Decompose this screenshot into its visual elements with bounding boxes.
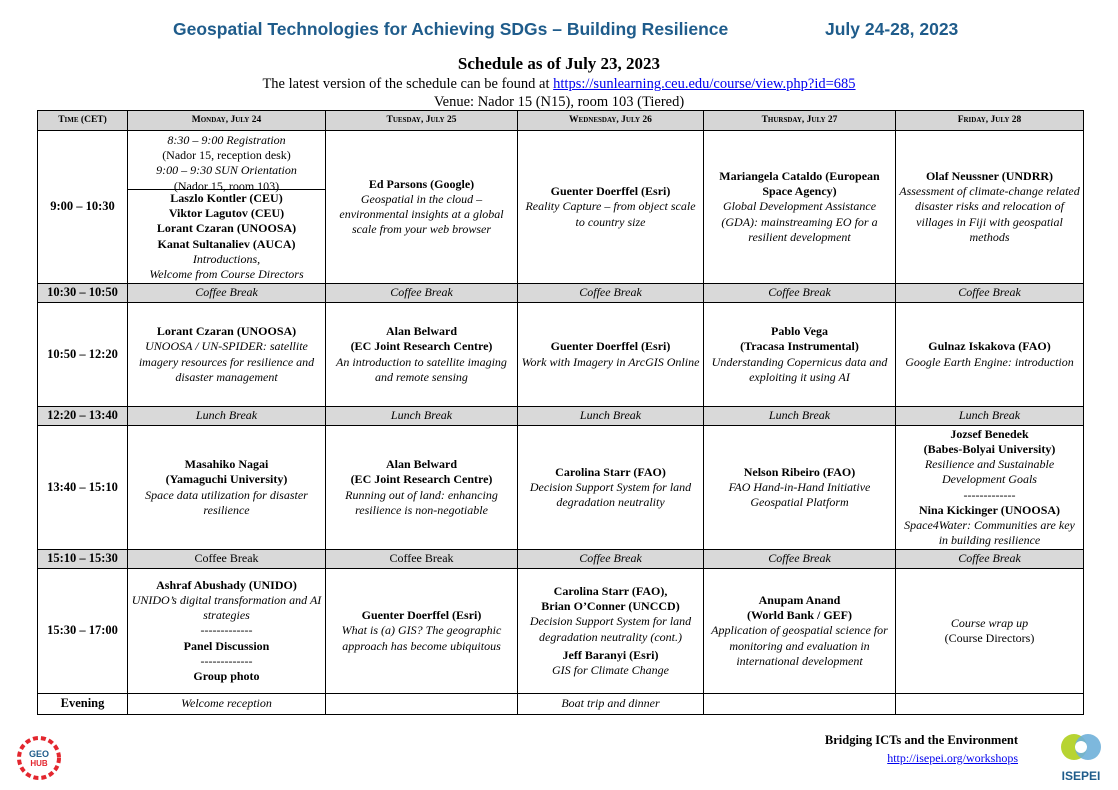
speaker: Ed Parsons (Google) [368, 176, 475, 191]
break-cell: Coffee Break [518, 284, 704, 303]
wednesday-session-1 [518, 131, 704, 284]
topic: Application of geospatial science for monitoring and evaluation in international development [711, 623, 888, 668]
registration-place: (Nador 15, reception desk) [162, 148, 291, 163]
speaker: Lorant Czaran (UNOOSA) [156, 324, 297, 339]
thursday-session-1 [704, 131, 896, 284]
time-cell: 15:10 – 15:30 [38, 550, 128, 569]
break-cell: Coffee Break [326, 550, 518, 569]
registration-line: 8:30 – 9:00 Registration [167, 132, 286, 147]
speaker-affiliation: (EC Joint Research Centre) [350, 339, 493, 354]
topic: Global Development Assistance (GDA): mainstreaming EO for a resilient development [721, 199, 878, 244]
panel-discussion: Panel Discussion [183, 638, 270, 653]
monday-session-1 [128, 131, 326, 284]
speaker: Kanat Sultanaliev (AUCA) [157, 236, 296, 251]
wednesday-session-2 [518, 303, 704, 407]
tuesday-session-2 [326, 303, 518, 407]
speaker-affiliation: (EC Joint Research Centre) [350, 472, 493, 487]
speaker: Anupam Anand [758, 592, 841, 607]
speaker: Nina Kickinger (UNOOSA) [918, 502, 1061, 517]
break-cell: Lunch Break [518, 407, 704, 426]
speaker: Brian O’Conner (UNCCD) [541, 599, 680, 614]
session-row-4 [38, 569, 1084, 694]
break-cell: Coffee Break [128, 284, 326, 303]
speaker: Carolina Starr (FAO), [553, 583, 668, 598]
topic: GIS for Climate Change [552, 662, 669, 677]
topic: What is (a) GIS? The geographic approach has become ubiquitous [341, 623, 502, 653]
orientation-line: 9:00 – 9:30 SUN Orientation [156, 163, 297, 178]
schedule-table [37, 110, 1084, 715]
break-row-lunch [38, 407, 1084, 426]
speaker: Pablo Vega [770, 324, 828, 339]
topic: Space4Water: Communities are key in building resilience [904, 517, 1075, 548]
topic: Course wrap up [950, 615, 1029, 630]
break-cell: Coffee Break [704, 550, 896, 569]
topic: Welcome from Course Directors [149, 266, 304, 281]
topic: Geospatial in the cloud – environmental insights at a global scale from your web browser [339, 191, 504, 237]
topic: Understanding Copernicus data and exploiting it using AI [711, 354, 888, 384]
speaker: Lorant Czaran (UNOOSA) [156, 221, 297, 236]
speaker: Mariangela Cataldo (European Space Agency) [719, 168, 880, 199]
topic: An introduction to satellite imaging and remote sensing [336, 354, 507, 384]
monday-session-2 [128, 303, 326, 407]
svg-text:ISEPEI: ISEPEI [1061, 769, 1101, 783]
break-cell: Coffee Break [896, 550, 1084, 569]
break-cell: Lunch Break [326, 407, 518, 426]
evening-tuesday [326, 694, 518, 715]
evening-wednesday: Boat trip and dinner [518, 694, 704, 715]
col-thursday: Thursday, July 27 [704, 111, 896, 131]
topic: Assessment of climate-change related disaster risks and relocation of villages in Fiji with geospatial methods [899, 184, 1080, 244]
break-cell: Lunch Break [128, 407, 326, 426]
speaker: Carolina Starr (FAO) [555, 464, 666, 479]
wednesday-session-4 [518, 569, 704, 694]
col-monday: Monday, July 24 [128, 111, 326, 131]
topic: Decision Support System for land degradation neutrality (cont.) [529, 614, 692, 644]
col-time: Time (CET) [38, 111, 128, 131]
latest-text: The latest version of the schedule can be found at [262, 76, 554, 92]
speaker: Masahiko Nagai [184, 457, 269, 472]
monday-session-4 [128, 569, 326, 694]
speaker-affiliation: (Yamaguchi University) [165, 472, 288, 487]
footer-link[interactable]: http://isepei.org/workshops [887, 751, 1018, 765]
speaker: Nelson Ribeiro (FAO) [743, 464, 856, 479]
friday-session-2 [896, 303, 1084, 407]
speaker: Alan Belward [385, 457, 457, 472]
course-title: Geospatial Technologies for Achieving SDGs – Building Resilience [173, 19, 729, 39]
session-row-1 [38, 131, 1084, 284]
geo-hub-logo [12, 733, 66, 783]
break-cell: Coffee Break [326, 284, 518, 303]
footer-tagline: Bridging ICTs and the Environment [824, 733, 1018, 747]
footer [825, 733, 1018, 766]
friday-session-3 [896, 426, 1084, 550]
topic: Running out of land: enhancing resilience is non-negotiable [345, 487, 498, 517]
break-row-coffee-1 [38, 284, 1084, 303]
topic: Google Earth Engine: introduction [905, 354, 1074, 369]
evening-thursday [704, 694, 896, 715]
topic: UNOOSA / UN-SPIDER: satellite imagery resources for resilience and disaster management [138, 339, 315, 384]
tuesday-session-3 [326, 426, 518, 550]
time-cell: 12:20 – 13:40 [38, 407, 128, 426]
speaker-affiliation: (Tracasa Instrumental) [740, 339, 859, 354]
time-cell: Evening [38, 694, 128, 715]
speaker: Gulnaz Iskakova (FAO) [928, 339, 1051, 354]
break-cell: Lunch Break [704, 407, 896, 426]
friday-session-4 [896, 569, 1084, 694]
schedule-link[interactable]: https://sunlearning.ceu.edu/course/view.php?id=685 [553, 76, 856, 92]
topic: Introductions, [192, 251, 261, 266]
svg-text:GEO: GEO [28, 749, 50, 759]
separator: ------------- [200, 623, 253, 638]
break-row-coffee-2 [38, 550, 1084, 569]
venue-line: Venue: Nador 15 (N15), room 103 (Tiered) [433, 94, 685, 110]
break-cell: Coffee Break [518, 550, 704, 569]
time-cell: 10:50 – 12:20 [38, 303, 128, 407]
time-cell: 15:30 – 17:00 [38, 569, 128, 694]
thursday-session-3 [704, 426, 896, 550]
evening-friday [896, 694, 1084, 715]
topic: Space data utilization for disaster resilience [145, 487, 308, 517]
evening-monday: Welcome reception [128, 694, 326, 715]
topic: Reality Capture – from object scale to country size [525, 199, 696, 229]
topic: Decision Support System for land degradation neutrality [529, 479, 692, 510]
speaker: Guenter Doerffel (Esri) [550, 184, 671, 199]
topic: Work with Imagery in ArcGIS Online [521, 354, 700, 369]
wednesday-session-3 [518, 426, 704, 550]
evening-row [38, 694, 1084, 715]
tuesday-session-1 [326, 131, 518, 284]
svg-text:HUB: HUB [30, 759, 48, 768]
speaker: Guenter Doerffel (Esri) [550, 339, 671, 354]
group-photo: Group photo [193, 669, 260, 683]
break-cell: Coffee Break [128, 550, 326, 569]
speaker: Jozsef Benedek [950, 426, 1029, 441]
speaker: Viktor Lagutov (CEU) [168, 206, 285, 221]
speaker: Alan Belward [385, 324, 457, 339]
topic: UNIDO’s digital transformation and AI strategies [131, 592, 322, 623]
separator: ------------- [200, 653, 253, 668]
course-dates: July 24-28, 2023 [825, 19, 959, 39]
break-cell: Coffee Break [896, 284, 1084, 303]
topic: Resilience and Sustainable Development Goals [924, 457, 1055, 487]
col-friday: Friday, July 28 [896, 111, 1084, 131]
monday-session-3 [128, 426, 326, 550]
session-lead: (Course Directors) [944, 631, 1035, 645]
separator: ------------- [963, 487, 1016, 502]
col-wednesday: Wednesday, July 26 [518, 111, 704, 131]
latest-version-note [0, 76, 1118, 93]
friday-session-1 [896, 131, 1084, 284]
header-row [38, 111, 1084, 131]
speaker: Laszlo Kontler (CEU) [170, 190, 283, 205]
thursday-session-4 [704, 569, 896, 694]
session-row-2 [38, 303, 1084, 407]
speaker-affiliation: (Babes-Bolyai University) [923, 441, 1056, 456]
speaker: Guenter Doerffel (Esri) [361, 608, 482, 623]
isepei-logo [1050, 730, 1112, 785]
tuesday-session-4 [326, 569, 518, 694]
break-cell: Coffee Break [704, 284, 896, 303]
time-cell: 13:40 – 15:10 [38, 426, 128, 550]
break-cell: Lunch Break [896, 407, 1084, 426]
speaker: Olaf Neussner (UNDRR) [925, 168, 1054, 183]
schedule-title: Schedule as of July 23, 2023 [457, 54, 661, 73]
speaker: Ashraf Abushady (UNIDO) [156, 577, 297, 592]
speaker-affiliation: (World Bank / GEF) [746, 608, 853, 623]
orientation-place: (Nador 15, room 103) [173, 178, 280, 193]
thursday-session-2 [704, 303, 896, 407]
col-tuesday: Tuesday, July 25 [326, 111, 518, 131]
speaker: Jeff Baranyi (Esri) [562, 647, 659, 662]
time-cell: 9:00 – 10:30 [38, 131, 128, 284]
time-cell: 10:30 – 10:50 [38, 284, 128, 303]
session-row-3 [38, 426, 1084, 550]
topic: FAO Hand-in-Hand Initiative Geospatial Platform [728, 479, 871, 510]
